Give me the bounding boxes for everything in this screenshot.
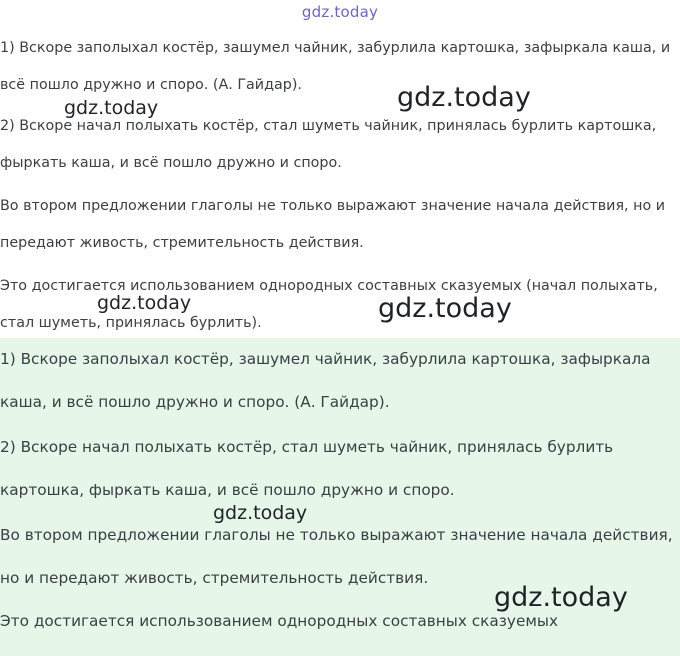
top-paragraph-3: Во втором предложении глаголы не только выражают значение начала действия, но и передают живость, стремительность действия. <box>0 198 666 251</box>
bottom-paragraph-3: Во втором предложении глаголы не только выражают значение начала действия, но и передают живость, стремительность действия. <box>0 526 673 587</box>
top-paragraph-4: Это достигается использованием однородных составных сказуемых (начал полыхать, стал шуметь, принялась бурлить). <box>0 278 658 331</box>
watermark: gdz.today <box>213 502 308 524</box>
watermark: gdz.today <box>378 293 512 324</box>
header-watermark: gdz.today <box>301 3 379 21</box>
answer-block-highlighted <box>0 338 680 656</box>
bottom-paragraph-1: 1) Вскоре заполыхал костёр, зашумел чайник, забурлила картошка, зафыркала каша, и всё пошло дружно и споро. (А. Гайдар). <box>0 350 651 411</box>
bottom-paragraph-2: 2) Вскоре начал полыхать костёр, стал шуметь чайник, принялась бурлить картошка, фыркать каша, и всё пошло дружно и споро. <box>0 438 614 499</box>
watermark: gdz.today <box>97 292 192 314</box>
top-paragraph-1: 1) Вскоре заполыхал костёр, зашумел чайник, забурлила картошка, зафыркала каша, и всё пошло дружно и споро. (А. Гайдар). <box>0 40 671 93</box>
bottom-paragraph-4: Это достигается использованием однородных составных сказуемых <box>0 612 559 630</box>
top-paragraph-2: 2) Вскоре начал полыхать костёр, стал шуметь чайник, принялась бурлить картошка, фыркать каша, и всё пошло дружно и споро. <box>0 118 657 171</box>
watermark: gdz.today <box>397 82 531 113</box>
watermark: gdz.today <box>64 97 159 119</box>
watermark: gdz.today <box>494 582 628 613</box>
